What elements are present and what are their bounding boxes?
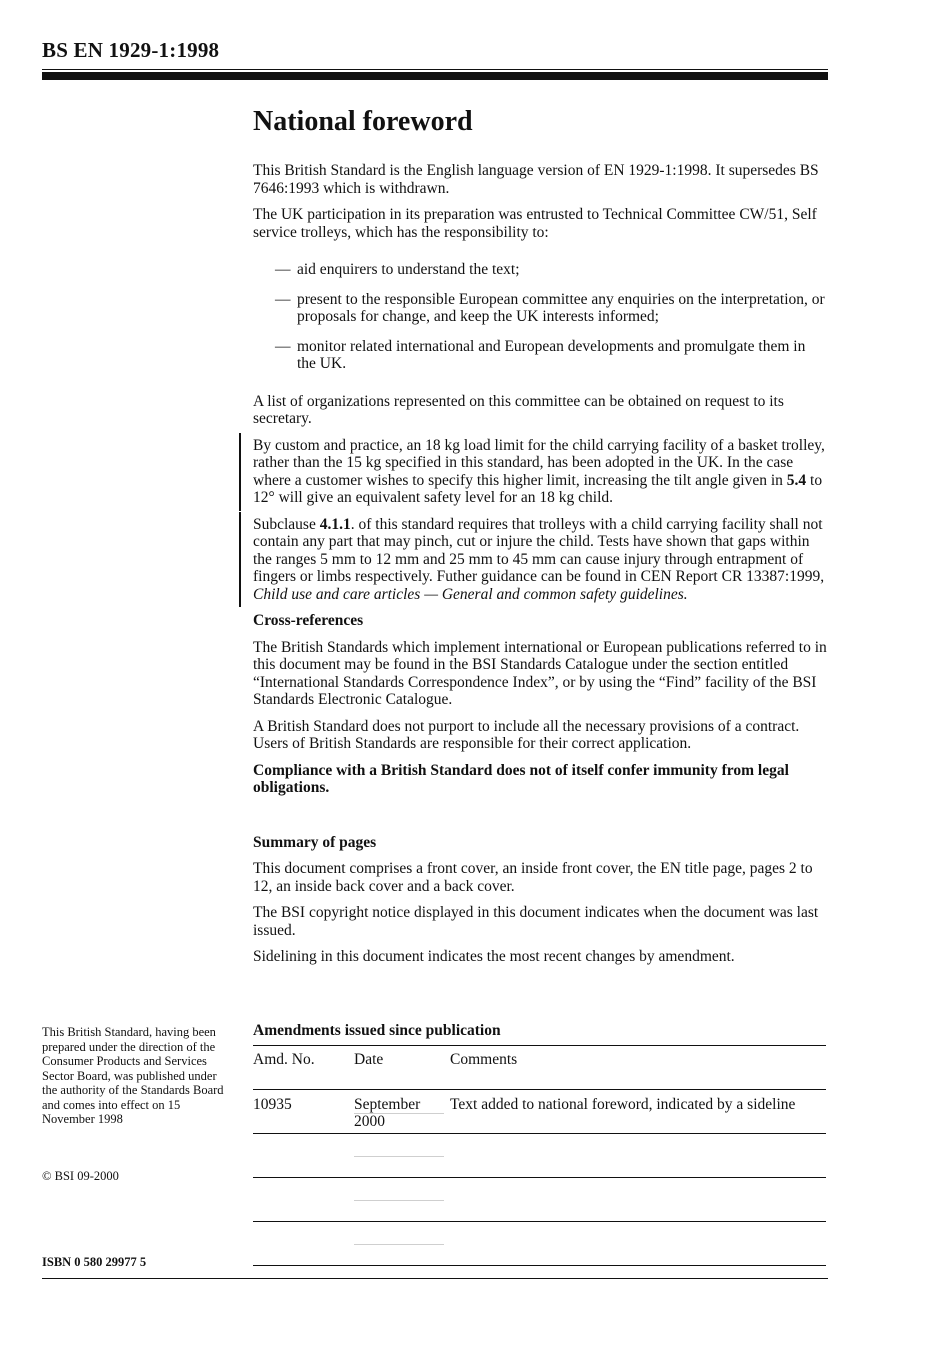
page-title: National foreword: [253, 106, 473, 137]
list-item: [253, 338, 828, 373]
cross-references-paragraph: The British Standards which implement international or European publications referred to in this document may be found in the BSI Standards Catalogue under the section entitled “International Standards Correspondence Index”, or by using the “Find” facility of the BSI Standards Electronic Catalogue.: [253, 638, 827, 708]
publication-note: This British Standard, having been prepared under the direction of the Consumer Products and Services Sector Board, was published under the authority of the Standards Board and comes into effect on 15 November 1998: [42, 1025, 224, 1126]
cross-references-heading: Cross-references: [253, 612, 364, 629]
list-dash: —: [275, 290, 291, 308]
intro-paragraph: This British Standard is the English language version of EN 1929-1:1998. It supersedes BS 7646:1993 which is withdrawn.: [253, 162, 819, 197]
amendment-sideline: [239, 512, 241, 608]
amd-no-cell: [253, 1222, 354, 1266]
date-divider: [354, 1155, 444, 1157]
copyright-notice-paragraph: The BSI copyright notice displayed in this document indicates when the document was last issued.: [253, 904, 819, 939]
main-content: [253, 105, 828, 975]
load-limit-paragraph: [253, 437, 828, 507]
comments-cell: [450, 1178, 826, 1222]
summary-heading: Summary of pages: [253, 833, 377, 851]
list-item-text: present to the responsible European committee any enquiries on the interpretation, or proposals for change, and keep the UK interests informed;: [297, 290, 825, 325]
date-cell: [354, 1178, 450, 1222]
committee-paragraph: The UK participation in its preparation was entrusted to Technical Committee CW/51, Self service trolleys, which has the responsibility to:: [253, 206, 817, 241]
load-limit-text: By custom and practice, an 18 kg load limit for the child carrying facility of a basket trolley, rather than the 15 kg specified in this standard, has been adopted in the UK. In the case where a customer wishes to specify this higher limit, increasing the tilt angle given in: [253, 436, 825, 489]
copyright: © BSI 09-2000: [42, 1169, 119, 1183]
report-title: Child use and care articles — General and common safety guidelines.: [253, 585, 688, 603]
list-dash: —: [275, 337, 291, 355]
organizations-paragraph: A list of organizations represented on this committee can be obtained on request to its secretary.: [253, 392, 784, 427]
column-header-date: Date: [354, 1046, 450, 1090]
comments-cell: Text added to national foreword, indicated by a sideline: [450, 1090, 826, 1134]
list-item: [253, 291, 828, 326]
table-row: [253, 1178, 826, 1222]
isbn: ISBN 0 580 29977 5: [42, 1255, 147, 1269]
subclause-text-body: . of this standard requires that trolleys with a child carrying facility shall not contain any part that may pinch, cut or injure the child. Tests have shown that gaps within the ranges 5 mm to 12 mm and 25 mm to 45 mm can cause injury through entrapment of fingers or limbs respectively. Futher guidance can be found in CEN Report CR 13387:1999,: [253, 515, 825, 585]
header-rule-thin: [42, 69, 828, 70]
header-rule-thick: [42, 72, 828, 80]
list-item-text: monitor related international and European developments and promulgate them in the UK.: [297, 337, 806, 372]
table-row: [253, 1090, 826, 1134]
subclause-paragraph: [253, 516, 828, 604]
amd-no-cell: [253, 1178, 354, 1222]
column-header-comments: Comments: [450, 1046, 826, 1090]
column-header-amd-no: Amd. No.: [253, 1046, 354, 1090]
document-id: BS EN 1929-1:1998: [42, 38, 220, 62]
date-year: 2000: [354, 1113, 385, 1130]
list-dash: —: [275, 261, 291, 278]
list-item: [253, 261, 828, 279]
date-divider: [354, 1243, 444, 1245]
amendment-sideline: [239, 433, 241, 511]
load-limit-text-end: to 12° will give an equivalent safety level for an 18 kg child.: [253, 471, 823, 506]
date-month: September: [354, 1097, 444, 1114]
date-divider: [354, 1199, 444, 1201]
comments-cell: [450, 1222, 826, 1266]
list-item-text: aid enquirers to understand the text;: [297, 261, 520, 278]
date-cell: [354, 1222, 450, 1266]
sidelining-paragraph: Sidelining in this document indicates the most recent changes by amendment.: [253, 948, 735, 965]
summary-paragraph: This document comprises a front cover, an inside front cover, the EN title page, pages 2 to 12, an inside back cover and a back cover.: [253, 860, 813, 895]
amendments-section: [253, 1023, 826, 1266]
comments-cell: [450, 1134, 826, 1178]
subclause-text: Subclause: [253, 515, 320, 533]
clause-reference: 4.1.1: [319, 515, 351, 533]
table-header-row: [253, 1046, 826, 1090]
date-cell: [354, 1090, 450, 1134]
provisions-paragraph: A British Standard does not purport to include all the necessary provisions of a contract. Users of British Standards are responsible for their correct application.: [253, 717, 800, 752]
amd-no-cell: 10935: [253, 1090, 354, 1134]
table-row: [253, 1134, 826, 1178]
amendments-title: Amendments issued since publication: [253, 1022, 501, 1039]
table-row: [253, 1222, 826, 1266]
amendments-table: [253, 1045, 826, 1266]
clause-reference: 5.4: [786, 471, 807, 489]
footer-rule: [42, 1278, 828, 1279]
responsibility-list: [253, 261, 828, 373]
compliance-statement: Compliance with a British Standard does not of itself confer immunity from legal obligations.: [253, 761, 789, 796]
amd-no-cell: [253, 1134, 354, 1178]
date-cell: [354, 1134, 450, 1178]
